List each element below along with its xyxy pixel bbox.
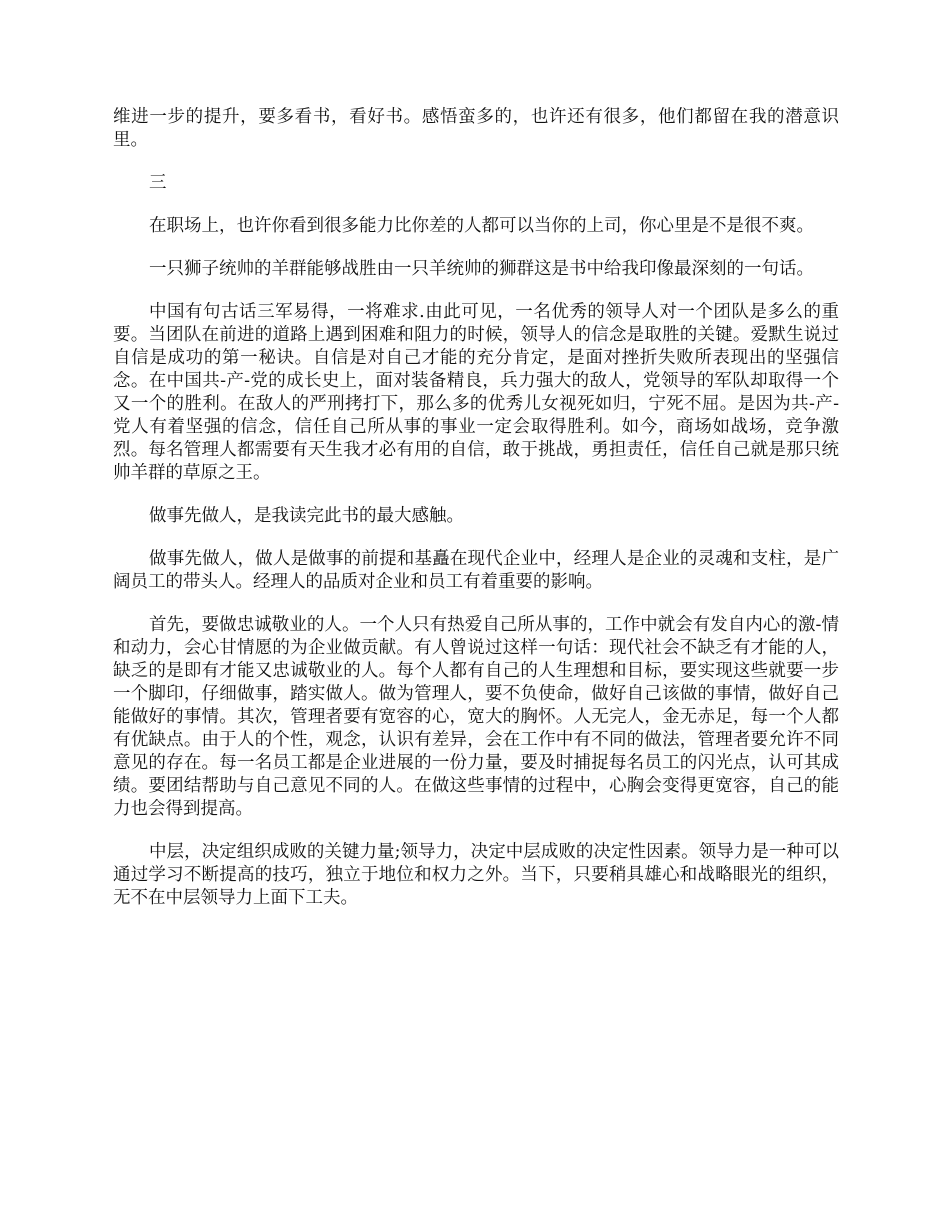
document-body	[113, 106, 839, 930]
section-number: 三	[149, 173, 167, 193]
paragraph: 中国有句古话三军易得，一将难求.由此可见，一名优秀的领导人对一个团队是多么的重要。当团队在前进的道路上遇到困难和阻力的时候，领导人的信念是取胜的关键。爱默生说过自信是成功的第一秘诀。自信是对自己才能的充分肯定，是面对挫折失败所表现出的坚强信念。在中国共-产-党的成长史上，面对装备精良，兵力强大的敌人，党领导的军队却取得一个又一个的胜利。在敌人的严刑拷打下，那么多的优秀儿女视死如归，宁死不屈。是因为共-产-党人有着坚强的信念，信任自己所从事的事业一定会取得胜利。如今，商场如战场，竞争激烈。每名管理人都需要有天生我才必有用的自信，敢于挑战，勇担责任，信任自己就是那只统帅羊群的草原之王。	[113, 302, 839, 483]
paragraph: 在职场上，也许你看到很多能力比你差的人都可以当你的上司，你心里是不是很不爽。	[149, 216, 814, 236]
paragraph: 中层，决定组织成败的关键力量;领导力，决定中层成败的决定性因素。领导力是一种可以通过学习不断提高的技巧，独立于地位和权力之外。当下，只要稍具雄心和战略眼光的组织，无不在中层领导力上面下工夫。	[113, 842, 839, 908]
paragraph: 做事先做人，做人是做事的前提和基矗在现代企业中，经理人是企业的灵魂和支柱，是广阔员工的带头人。经理人的品质对企业和员工有着重要的影响。	[113, 549, 839, 592]
paragraph-continued: 维进一步的提升，要多看书，看好书。感悟蛮多的，也许还有很多，他们都留在我的潜意识里。	[113, 107, 839, 150]
paragraph: 首先，要做忠诚敬业的人。一个人只有热爱自己所从事的，工作中就会有发自内心的激-情和动力，会心甘情愿的为企业做贡献。有人曾说过这样一句话：现代社会不缺乏有才能的人，缺乏的是即有才能又忠诚敬业的人。每个人都有自己的人生理想和目标，要实现这些就要一步一个脚印，仔细做事，踏实做人。做为管理人，要不负使命，做好自己该做的事情，做好自己能做好的事情。其次，管理者要有宽容的心，宽大的胸怀。人无完人，金无赤足，每一个人都有优缺点。由于人的个性，观念，认识有差异，会在工作中有不同的做法，管理者要允许不同意见的存在。每一名员工都是企业进展的一份力量，要及时捕捉每名员工的闪光点，认可其成绩。要团结帮助与自己意见不同的人。在做这些事情的过程中，心胸会变得更宽容，自己的能力也会得到提高。	[113, 615, 839, 819]
paragraph: 做事先做人，是我读完此书的最大感触。	[149, 506, 464, 526]
paragraph: 一只狮子统帅的羊群能够战胜由一只羊统帅的狮群这是书中给我印像最深刻的一句话。	[149, 259, 814, 279]
